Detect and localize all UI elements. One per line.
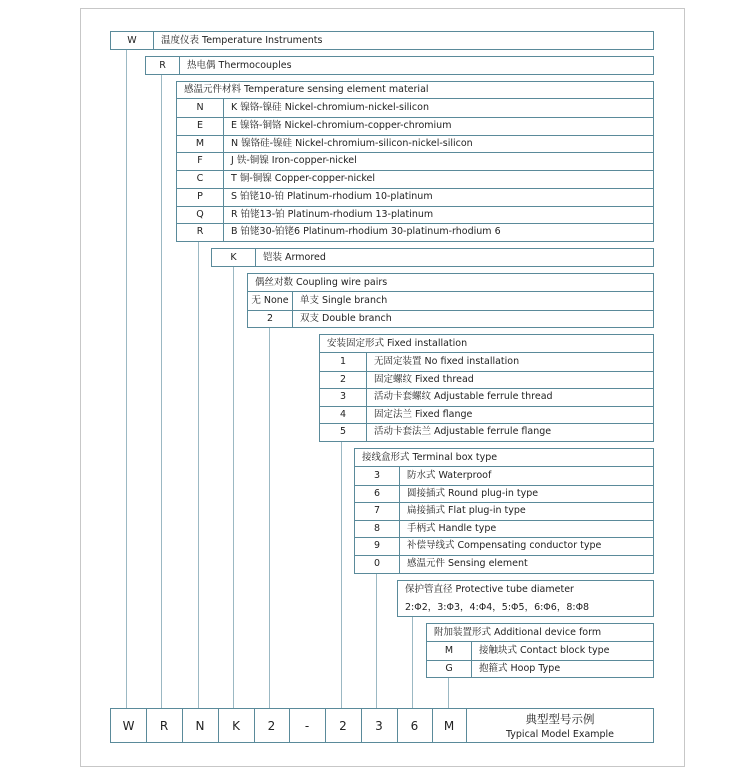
install-row-label: 活动卡套法兰 Adjustable ferrule flange: [374, 426, 552, 438]
example-code-cell: 2: [339, 718, 347, 733]
terminal-row-code: 7: [373, 505, 381, 517]
terminal-row-code: 6: [373, 487, 381, 499]
section-material: [176, 81, 654, 242]
section-r-code: R: [159, 59, 166, 71]
terminal-row-code: 3: [373, 470, 381, 482]
coupling-row-label: 单支 Single branch: [300, 295, 388, 306]
terminal-row-label: 补偿导线式 Compensating conductor type: [407, 540, 602, 552]
material-row-code: N: [196, 102, 204, 114]
tube-header: 保护管直径 Protective tube diameter: [405, 584, 574, 596]
install-row-code: 2: [339, 373, 347, 385]
typical-model-example: [110, 708, 654, 743]
section-w-label: 温度仪表 Temperature Instruments: [161, 34, 323, 46]
install-row-code: 5: [339, 426, 347, 438]
device-row-code: G: [445, 662, 453, 674]
section-k-label: 铠装 Armored: [263, 251, 326, 263]
section-k-code: K: [230, 251, 237, 263]
typical-title-zh: 典型型号示例: [525, 712, 595, 726]
material-row-code: F: [197, 155, 203, 167]
material-row-code: Q: [196, 208, 204, 220]
terminal-row-label: 感温元件 Sensing element: [407, 558, 528, 570]
example-code-cell: K: [232, 718, 240, 733]
connector-r: [161, 74, 162, 708]
install-row-code: 1: [339, 356, 347, 368]
device-row-code: M: [444, 645, 454, 656]
material-row-code: R: [196, 226, 204, 238]
device-header: 附加装置形式 Additional device form: [434, 626, 602, 638]
section-w-code: W: [127, 34, 137, 46]
material-row-label: B 铂铑30-铂铑6 Platinum-rhodium 30-platinum-rhodium 6: [231, 226, 501, 238]
install-row-label: 活动卡套螺纹 Adjustable ferrule thread: [374, 391, 553, 403]
example-code-cell: W: [122, 718, 135, 733]
terminal-row-label: 防水式 Waterproof: [407, 470, 492, 482]
connector-w: [126, 49, 127, 708]
example-code-cell: N: [195, 718, 205, 733]
connector-install: [341, 441, 342, 708]
terminal-row-label: 扁接插式 Flat plug-in type: [407, 505, 526, 517]
example-code-cell: R: [159, 718, 169, 733]
terminal-row-code: 9: [373, 540, 381, 552]
terminal-row-label: 圆接插式 Round plug-in type: [407, 487, 539, 499]
coupling-header: 偶丝对数 Coupling wire pairs: [255, 276, 388, 288]
install-row-code: 4: [339, 408, 347, 420]
example-code-cell: -: [304, 718, 310, 733]
material-row-label: J 铁-铜镍 Iron-copper-nickel: [231, 155, 357, 167]
install-row-label: 固定法兰 Fixed flange: [374, 408, 473, 420]
terminal-row-label: 手柄式 Handle type: [407, 522, 497, 534]
material-row-label: S 铂铑10-铂 Platinum-rhodium 10-platinum: [231, 190, 433, 202]
section-r-label: 热电偶 Thermocouples: [187, 59, 292, 71]
coupling-row-code: 2: [266, 312, 274, 324]
connector-terminal: [376, 573, 377, 708]
example-code-cell: 2: [267, 718, 276, 733]
material-row-label: T 铜-铜镍 Copper-copper-nickel: [231, 173, 376, 185]
terminal-row-code: 0: [373, 558, 381, 570]
section-tube: [397, 580, 654, 617]
typical-title-en: Typical Model Example: [505, 729, 615, 740]
tube-values: 2:Φ2，3:Φ3，4:Φ4，5:Φ5，6:Φ6，8:Φ8: [405, 601, 590, 613]
install-row-label: 无固定装置 No fixed installation: [374, 356, 520, 368]
install-row-code: 3: [339, 391, 347, 403]
connector-device: [448, 677, 449, 708]
device-row-label: 抱箍式 Hoop Type: [479, 662, 561, 674]
connector-tube: [412, 616, 413, 708]
material-row-code: M: [195, 137, 205, 149]
material-row-code: C: [196, 173, 204, 185]
material-row-label: R 铂铑13-铂 Platinum-rhodium 13-platinum: [231, 208, 434, 220]
section-install: [319, 334, 654, 442]
section-w: [110, 31, 654, 50]
connector-material: [198, 241, 199, 708]
section-r: [145, 56, 654, 75]
coupling-row-label: 双支 Double branch: [300, 312, 392, 324]
connector-coupling: [269, 327, 270, 708]
material-row-label: E 镍铬-铜铬 Nickel-chromium-copper-chromium: [231, 119, 452, 131]
material-row-label: N 镍铬硅-镍硅 Nickel-chromium-silicon-nickel-silicon: [231, 137, 473, 149]
material-row-code: P: [197, 190, 203, 202]
install-header: 安装固定形式 Fixed installation: [327, 337, 468, 349]
device-row-label: 接触块式 Contact block type: [479, 645, 610, 656]
material-row-code: E: [196, 119, 203, 131]
section-device: [426, 623, 654, 678]
example-code-cell: 6: [410, 718, 419, 733]
material-header: 感温元件材料 Temperature sensing element material: [184, 84, 429, 96]
material-row-label: K 镍铬-镍硅 Nickel-chromium-nickel-silicon: [231, 102, 429, 114]
typical-title: [467, 709, 653, 742]
terminal-row-code: 8: [373, 522, 381, 534]
terminal-header: 接线盒形式 Terminal box type: [362, 451, 498, 463]
coupling-row-code: 无 None: [251, 295, 289, 306]
connector-k: [233, 266, 234, 708]
example-code-cell: 3: [375, 718, 383, 733]
section-k: [211, 248, 654, 267]
install-row-label: 固定螺纹 Fixed thread: [374, 373, 474, 385]
section-coupling: [247, 273, 654, 328]
example-code-cell: M: [443, 718, 455, 733]
section-terminal: [354, 448, 654, 574]
